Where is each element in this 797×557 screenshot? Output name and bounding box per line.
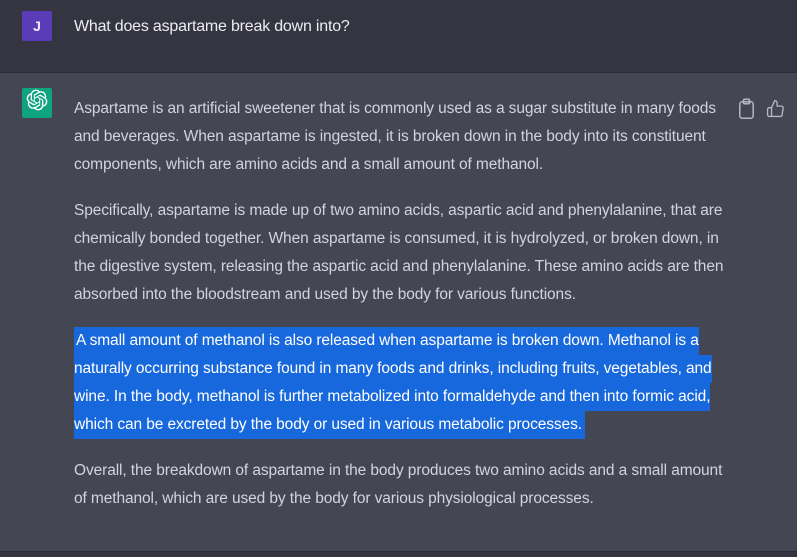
assistant-message-body [74, 88, 736, 513]
assistant-paragraph: Overall, the breakdown of aspartame in the body produces two amino acids and a small amount of methanol, which are used by the body for various physiological processes. [74, 461, 723, 507]
message-actions [736, 98, 785, 120]
copy-icon [737, 98, 756, 120]
user-avatar [22, 11, 52, 41]
user-message [0, 0, 797, 72]
user-avatar-letter: J [33, 18, 41, 34]
assistant-paragraph: Aspartame is an artificial sweetener that is commonly used as a sugar substitute in many foods and beverages. When aspartame is ingested, it is broken down in the body into its constituent components, which are amino acids and a small amount of methanol. [74, 99, 716, 173]
text-selection-highlight: A small amount of methanol is also released when aspartame is broken down. Methanol is a naturally occurring substance found in many foods and drinks, including fruits, vegetables, and wine. In the body, methanol is further metabolized into formaldehyde and then into formic acid, which can be excreted by the body or used in various metabolic processes. [74, 327, 712, 439]
next-row-edge [0, 551, 797, 557]
assistant-message [0, 72, 797, 551]
thumbs-up-icon [766, 99, 785, 118]
assistant-avatar [22, 88, 52, 118]
openai-logo-icon [26, 89, 48, 116]
assistant-paragraph: Specifically, aspartame is made up of two amino acids, aspartic acid and phenylalanine, that are chemically bonded together. When aspartame is consumed, it is hydrolyzed, or broken down, in the digestive system, releasing the aspartic acid and phenylalanine. These amino acids are then absorbed into the bloodstream and used by the body for various functions. [74, 201, 724, 303]
thumbs-up-button[interactable] [765, 98, 785, 120]
copy-button[interactable] [736, 98, 756, 120]
user-message-text: What does aspartame break down into? [74, 18, 350, 35]
assistant-paragraph-highlighted [74, 327, 736, 439]
